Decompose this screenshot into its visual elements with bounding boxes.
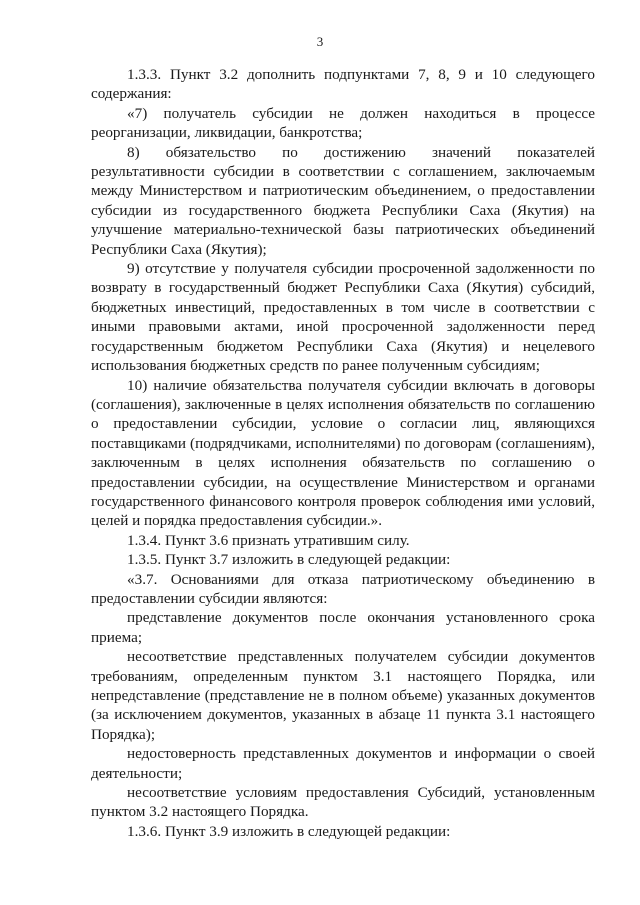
paragraph: 1.3.3. Пункт 3.2 дополнить подпунктами 7, 8, 9 и 10 следующего содержания: [91,66,595,103]
paragraph: 1.3.5. Пункт 3.7 изложить в следующей редакции: [127,551,451,569]
paragraph: «7) получатель субсидии не должен находиться в процессе реорганизации, ликвидации, банкротства; [91,104,595,142]
paragraph: 9) отсутствие у получателя субсидии просроченной задолженности по возврату в государственный бюджет Республики Саха (Якутия) субсидий, бюджетных инвестиций, предоставленных в том числе в соответствии с иными правовыми актами, иной просроченной задолженности перед государственным бюджетом Республики Саха (Якутия) и нецелевого использования бюджетных средств по ранее полученным субсидиям; [91,260,595,375]
paragraph: представление документов после окончания установленного срока приема; [91,609,595,646]
paragraph: 8) обязательство по достижению значений показателей результативности субсидии в соответствии с соглашением, заключаемым между Министерством и патриотическим объединением, о предоставлении субсидии из государственного бюджета Республики Саха (Якутия) на улучшение материально-технической базы патриотических объединений Республики Саха (Якутия); [91,143,595,258]
document-body [91,65,595,841]
paragraph: несоответствие представленных получателем субсидии документов требованиям, определенным пунктом 3.1 настоящего Порядка, или непредставление (представление не в полном объеме) указанных документов (за исключением документов, указанных в абзаце 11 пункта 3.1 настоящего Порядка); [91,648,595,743]
page-number: 3 [316,34,324,49]
paragraph: 1.3.4. Пункт 3.6 признать утратившим силу. [127,531,410,549]
paragraph: 1.3.6. Пункт 3.9 изложить в следующей редакции: [127,822,451,840]
paragraph: «3.7. Основаниями для отказа патриотическому объединению в предоставлении субсидии являются: [91,570,595,607]
paragraph: 10) наличие обязательства получателя субсидии включать в договоры (соглашения), заключенные в целях исполнения обязательств по соглашению о предоставлении субсидии, условие о согласии лиц, являющихся поставщиками (подрядчиками, исполнителями) по договорам (соглашениям), заключенным в целях исполнения обязательств по соглашению о предоставлении субсидии, на осуществление Министерством и органами государственного финансового контроля проверок соблюдения ими условий, целей и порядка предоставления субсидии.». [91,376,595,530]
paragraph: недостоверность представленных документов и информации о своей деятельности; [91,745,595,782]
paragraph: несоответствие условиям предоставления Субсидий, установленным пунктом 3.2 настоящего Порядка. [91,784,595,821]
